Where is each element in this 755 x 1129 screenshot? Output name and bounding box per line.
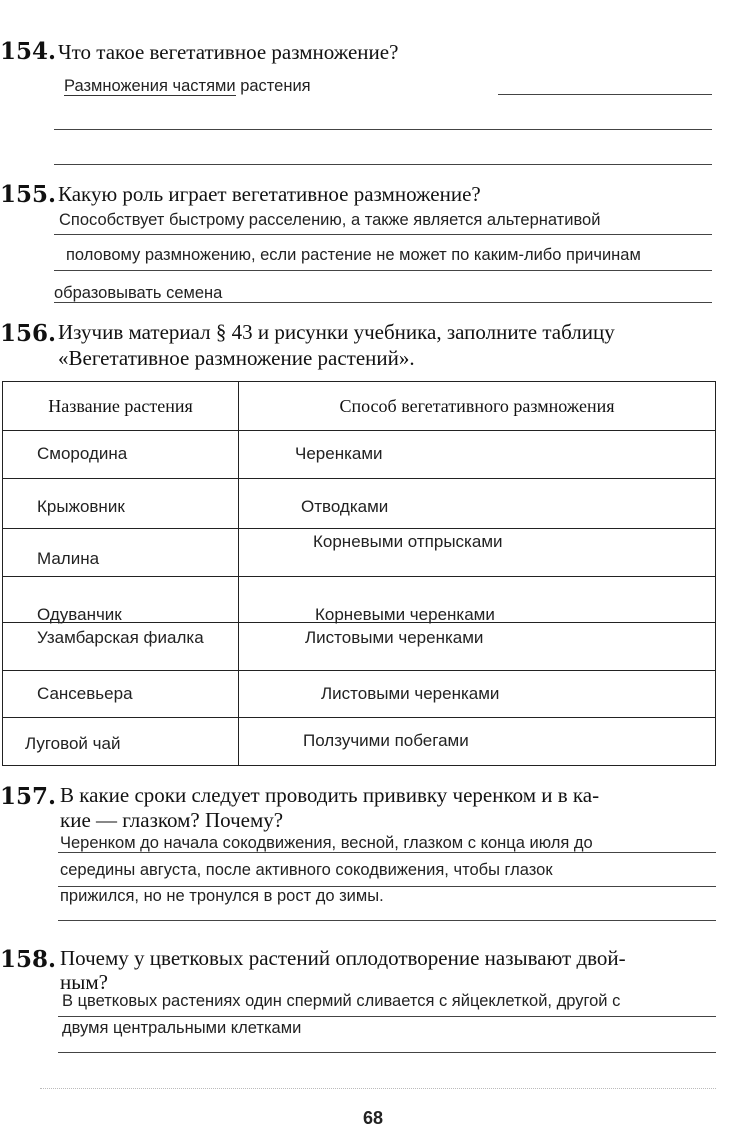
question-155-text: Какую роль играет вегетативное размножение? [58,182,481,206]
answer-line [54,129,712,130]
answer-line [54,270,712,271]
table-cell-method [239,529,716,577]
plant-name: Крыжовник [37,497,125,516]
table-cell-method [239,718,716,766]
question-158-text-line-1: Почему у цветковых растений оплодотворение называют двой- [60,946,626,970]
answer-154-underlined: Размножения частями [64,77,236,95]
table-row [3,479,716,529]
answer-line [58,1016,716,1017]
method-name: Ползучими побегами [303,731,469,750]
answer-154 [64,77,311,96]
table-row [3,577,716,623]
table-cell-plant [3,671,239,718]
table-row [3,718,716,766]
table-cell-plant [3,431,239,479]
plant-name: Одуванчик [37,605,122,624]
method-name: Корневыми отпрысками [313,532,503,551]
table-row [3,623,716,671]
plant-name: Сансевьера [37,684,133,703]
answer-157-line-2: середины августа, после активного сокодвижения, чтобы глазок [60,861,553,879]
method-name: Корневыми черенками [315,605,495,624]
answer-line [58,1052,716,1053]
answer-line [40,1088,716,1089]
table-cell-method [239,479,716,529]
answer-158-line-2: двумя центральными клетками [62,1019,302,1037]
question-158-text-line-2: ным? [60,970,108,994]
answer-line [58,920,716,921]
table-cell-plant [3,718,239,766]
plant-name: Малина [37,549,100,568]
table-header-plant: Название растения [3,382,239,431]
table-header-method: Способ вегетативного размножения [239,382,716,431]
question-154-number: 154. [0,38,57,65]
answer-line [498,94,712,95]
table-cell-plant [3,479,239,529]
page-number: 68 [363,1108,384,1128]
question-155-number: 155. [0,181,57,208]
answer-line [54,164,712,165]
question-158-number: 158. [0,946,57,973]
vegetative-reproduction-table [2,381,716,766]
table-cell-method [239,577,716,623]
question-154-text: Что такое вегетативное размножение? [58,40,399,64]
table-cell-plant [3,529,239,577]
table-cell-method [239,671,716,718]
answer-155-line-3: образовывать семена [54,284,223,302]
question-157-number: 157. [0,783,57,810]
method-name: Листовыми черенками [321,684,500,703]
answer-line [54,302,712,303]
question-157-text-line-2: кие — глазком? Почему? [60,808,284,832]
plant-name: Смородина [37,444,128,463]
table-row [3,431,716,479]
table-cell-plant [3,577,239,623]
question-156-text-line-2: «Вегетативное размножение растений». [58,346,415,370]
answer-line [58,852,716,853]
table-cell-plant [3,623,239,671]
method-name: Отводками [301,497,389,516]
answer-154-rest: растения [240,77,311,95]
plant-name: Луговой чай [25,734,121,753]
question-157-text-line-1: В какие сроки следует проводить прививку черенком и в ка- [60,783,600,807]
table-cell-method [239,431,716,479]
table-row [3,671,716,718]
table-header-row [3,382,716,431]
method-name: Черенками [295,444,383,463]
table-row [3,529,716,577]
answer-line [54,234,712,235]
answer-157-line-1: Черенком до начала сокодвижения, весной, глазком с конца июля до [60,834,593,852]
answer-155-line-1: Способствует быстрому расселению, а также является альтернативой [59,211,601,229]
plant-name: Узамбарская фиалка [37,628,204,647]
answer-158-line-1: В цветковых растениях один спермий сливается с яйцеклеткой, другой с [62,992,621,1010]
method-name: Листовыми черенками [305,628,484,647]
table-cell-method [239,623,716,671]
answer-155-line-2: половому размножению, если растение не может по каким-либо причинам [66,246,641,264]
question-156-number: 156. [0,320,57,347]
question-156-text-line-1: Изучив материал § 43 и рисунки учебника, заполните таблицу [58,320,615,344]
answer-157-line-3: прижился, но не тронулся в рост до зимы. [60,887,384,905]
